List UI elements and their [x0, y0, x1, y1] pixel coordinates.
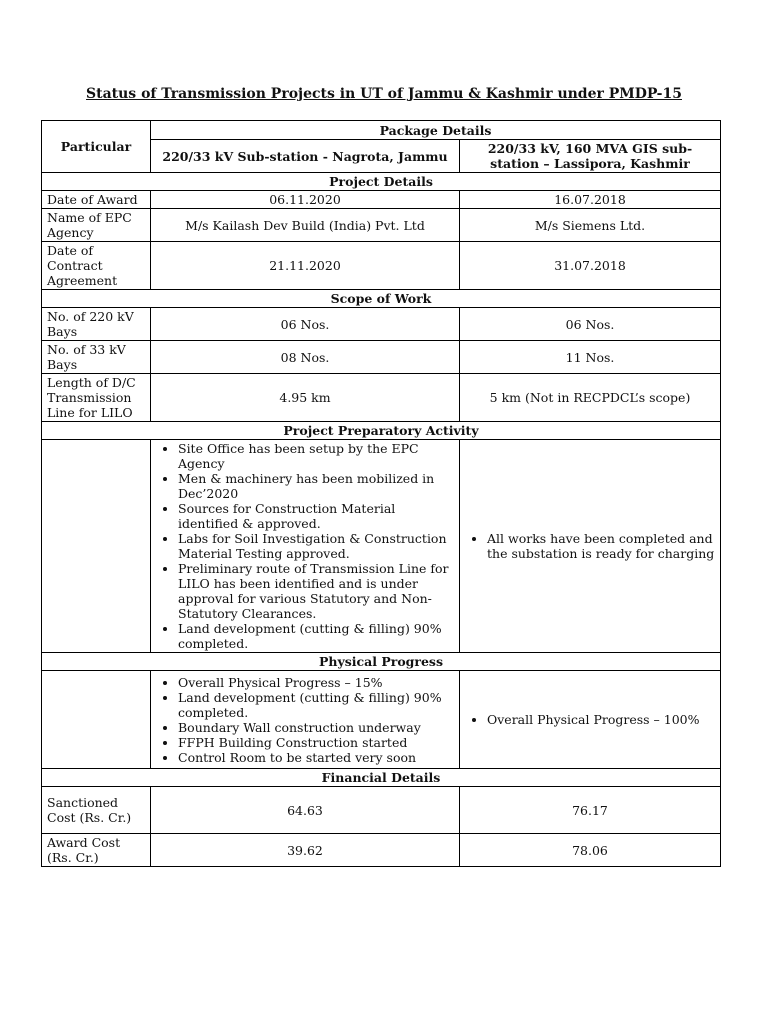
- cell-value: 06.11.2020: [151, 191, 460, 209]
- list-item: • Site Office has been setup by the EPC Agency: [178, 441, 454, 471]
- table-row: [42, 440, 721, 653]
- bullet-list: [465, 712, 715, 727]
- list-item: • FFPH Building Construction started: [178, 735, 454, 750]
- list-item: • Land development (cutting & filling) 90% completed.: [178, 690, 454, 720]
- cell-value: M/s Siemens Ltd.: [460, 209, 721, 242]
- row-label: Date of Contract Agreement: [42, 242, 151, 290]
- list-item: • Land development (cutting & filling) 90% completed.: [178, 621, 454, 651]
- physical-progress-heading: Physical Progress: [42, 653, 721, 671]
- list-item: • Men & machinery has been mobilized in Dec’2020: [178, 471, 454, 501]
- empty-cell: [42, 671, 151, 769]
- cell-value: 5 km (Not in RECPDCL’s scope): [460, 374, 721, 422]
- scope-of-work-heading: Scope of Work: [42, 290, 721, 308]
- table-row: [42, 834, 721, 867]
- cell-value: 21.11.2020: [151, 242, 460, 290]
- particular-header: Particular: [42, 121, 151, 173]
- table-row: [42, 242, 721, 290]
- table-row: [42, 308, 721, 341]
- bullet-list: [156, 675, 454, 765]
- list-item: • Boundary Wall construction underway: [178, 720, 454, 735]
- list-item: • Labs for Soil Investigation & Construction Material Testing approved.: [178, 531, 454, 561]
- cell-value: 06 Nos.: [151, 308, 460, 341]
- bullet-list: [465, 531, 715, 561]
- cell-value: 31.07.2018: [460, 242, 721, 290]
- list-item: • Preliminary route of Transmission Line for LILO has been identified and is under approval for various Statutory and Non-Statutory Clearances.: [178, 561, 454, 621]
- cell-value: 08 Nos.: [151, 341, 460, 374]
- cell-value: M/s Kailash Dev Build (India) Pvt. Ltd: [151, 209, 460, 242]
- row-label: Award Cost (Rs. Cr.): [42, 834, 151, 867]
- cell-value: 39.62: [151, 834, 460, 867]
- row-label: Name of EPC Agency: [42, 209, 151, 242]
- table-row: [42, 671, 721, 769]
- cell-value: 78.06: [460, 834, 721, 867]
- empty-cell: [42, 440, 151, 653]
- status-table: [41, 120, 721, 867]
- list-item: • All works have been completed and the substation is ready for charging: [487, 531, 715, 561]
- list-item: • Overall Physical Progress – 100%: [487, 712, 715, 727]
- table-row: [42, 209, 721, 242]
- bullet-list: [156, 441, 454, 651]
- row-label: No. of 33 kV Bays: [42, 341, 151, 374]
- page-title: Status of Transmission Projects in UT of Jammu & Kashmir under PMDP-15: [86, 86, 682, 102]
- cell-value: 16.07.2018: [460, 191, 721, 209]
- bullet-cell: [151, 440, 460, 653]
- cell-value: 11 Nos.: [460, 341, 721, 374]
- package-details-header: Package Details: [151, 121, 721, 140]
- list-item: • Control Room to be started very soon: [178, 750, 454, 765]
- bullet-cell: [151, 671, 460, 769]
- cell-value: 4.95 km: [151, 374, 460, 422]
- cell-value: 76.17: [460, 787, 721, 834]
- bullet-cell: [460, 671, 721, 769]
- row-label: Date of Award: [42, 191, 151, 209]
- table-row: [42, 787, 721, 834]
- package-col1-header: 220/33 kV Sub-station - Nagrota, Jammu: [151, 140, 460, 173]
- row-label: Sanctioned Cost (Rs. Cr.): [42, 787, 151, 834]
- row-label: No. of 220 kV Bays: [42, 308, 151, 341]
- financial-details-heading: Financial Details: [42, 769, 721, 787]
- row-label: Length of D/C Transmission Line for LILO: [42, 374, 151, 422]
- cell-value: 64.63: [151, 787, 460, 834]
- table-row: [42, 191, 721, 209]
- preparatory-heading: Project Preparatory Activity: [42, 422, 721, 440]
- project-details-heading: Project Details: [42, 173, 721, 191]
- cell-value: 06 Nos.: [460, 308, 721, 341]
- bullet-cell: [460, 440, 721, 653]
- package-col2-header: 220/33 kV, 160 MVA GIS sub-station – Lassipora, Kashmir: [460, 140, 721, 173]
- table-row: [42, 341, 721, 374]
- list-item: • Sources for Construction Material identified & approved.: [178, 501, 454, 531]
- list-item: • Overall Physical Progress – 15%: [178, 675, 454, 690]
- table-row: [42, 374, 721, 422]
